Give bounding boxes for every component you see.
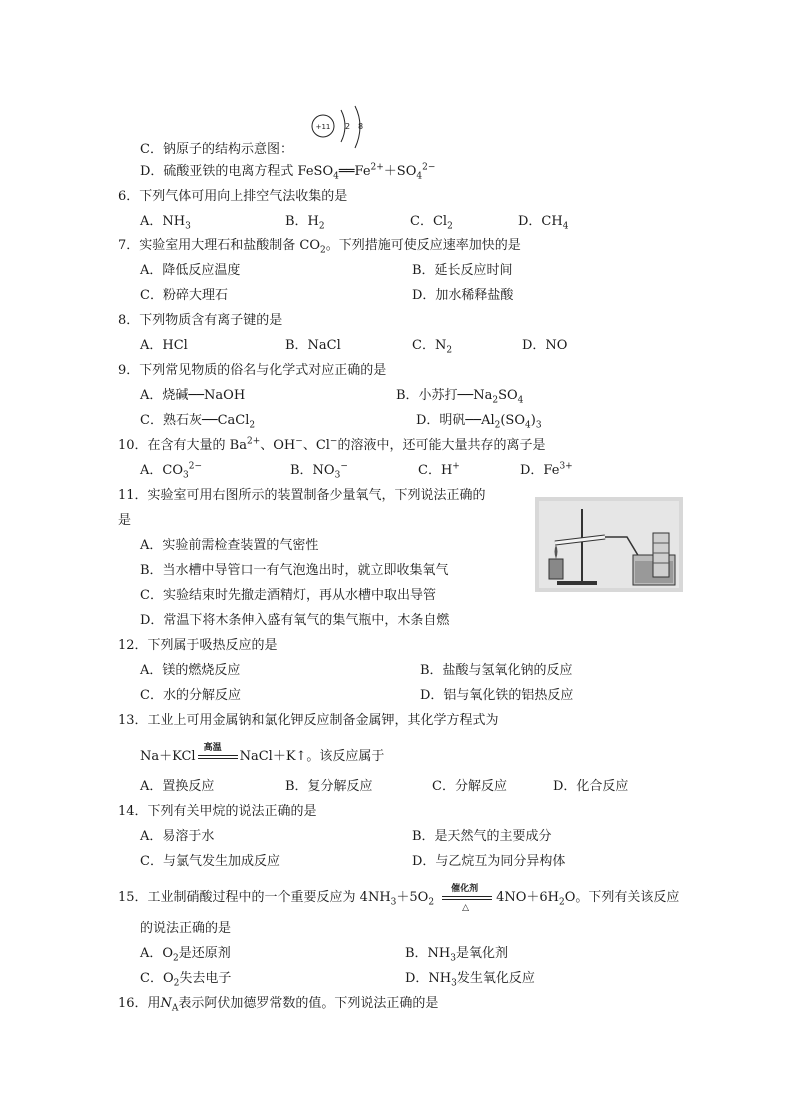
q9-option-b: B．小苏打$──Na_2SO_4$ bbox=[396, 388, 524, 406]
q11-option-d: D．常温下将木条伸入盛有氧气的集气瓶中，木条自燃 bbox=[140, 613, 450, 628]
q8-option-a: A．HCl bbox=[140, 338, 188, 353]
q11-stem-cont: 是 bbox=[118, 513, 132, 528]
q8-option-c: C．$N_2$ bbox=[412, 338, 453, 356]
q9-option-d: D．明矾$──Al_2(SO_4)_3$ bbox=[416, 413, 542, 431]
q15-option-b: B．$NH_3$是氧化剂 bbox=[405, 946, 509, 964]
q15-condition-heat: △ bbox=[462, 903, 469, 913]
q10-option-b: B．$NO_3^-$ bbox=[290, 461, 348, 481]
q14-option-b: B．是天然气的主要成分 bbox=[412, 829, 552, 844]
q9-stem: 9．下列常见物质的俗名与化学式对应正确的是 bbox=[118, 363, 387, 378]
q15-option-c: C．$O_2$失去电子 bbox=[140, 971, 232, 989]
q15-condition-arrow bbox=[440, 884, 496, 913]
q8-option-d: D．NO bbox=[522, 338, 568, 353]
atom-shell2-label: 8 bbox=[358, 122, 364, 131]
q10-option-c: C．H+ bbox=[418, 461, 460, 478]
q5-option-c: C．钠原子的结构示意图： bbox=[140, 142, 293, 157]
q13-condition-arrow bbox=[196, 743, 240, 766]
q14-option-a: A．易溶于水 bbox=[140, 829, 215, 844]
q5-option-d: D．硫酸亚铁的电离方程式 $FeSO_4══Fe^{2+}+SO_4^{2-}$ bbox=[140, 162, 436, 182]
q13-option-c: C．分解反应 bbox=[432, 779, 507, 794]
q10-option-a: A．$CO_3^{2-}$ bbox=[140, 461, 203, 481]
q13-equation: Na＋KCl 高温 NaCl＋K↑。该反应属于 bbox=[140, 748, 384, 766]
q9-option-c: C．熟石灰──CaCl$_2$ bbox=[140, 413, 256, 431]
sodium-atom-diagram bbox=[305, 104, 385, 154]
q6-option-a: A．$NH_3$ bbox=[140, 214, 191, 232]
q13-option-b: B．复分解反应 bbox=[285, 779, 373, 794]
q7-option-a: A．降低反应温度 bbox=[140, 263, 241, 278]
q11-option-c: C．实验结束时先撤走酒精灯，再从水槽中取出导管 bbox=[140, 588, 436, 603]
q15-option-d: D．$NH_3$发生氧化反应 bbox=[405, 971, 535, 989]
q6-stem: 6．下列气体可用向上排空气法收集的是 bbox=[118, 189, 348, 204]
q8-option-b: B．NaCl bbox=[285, 338, 341, 353]
q15-stem-cont: 的说法正确的是 bbox=[140, 921, 232, 936]
q8-stem: 8．下列物质含有离子键的是 bbox=[118, 313, 283, 328]
q7-option-d: D．加水稀释盐酸 bbox=[412, 288, 514, 303]
q12-option-c: C．水的分解反应 bbox=[140, 688, 241, 703]
oxygen-apparatus-figure bbox=[535, 497, 683, 592]
q11-option-b: B．当水槽中导管口一有气泡逸出时，就立即收集氧气 bbox=[140, 563, 449, 578]
q15-condition-catalyst: 催化剂 bbox=[451, 884, 479, 894]
q15-stem: 15．工业制硝酸过程中的一个重要反应为 $4NH_3+5O_2$ 催化剂 △ $4NO+6H_2O$。下列有关该反应 bbox=[118, 889, 679, 907]
q12-stem: 12．下列属于吸热反应的是 bbox=[118, 638, 278, 653]
q6-option-b: B．$H_2$ bbox=[285, 214, 325, 232]
q13-condition: 高温 bbox=[203, 743, 222, 753]
atom-nucleus-label: +11 bbox=[315, 123, 331, 131]
q16-stem: 16．用$N_A$表示阿伏加德罗常数的值。下列说法正确的是 bbox=[118, 996, 439, 1014]
q13-stem: 13．工业上可用金属钠和氯化钾反应制备金属钾，其化学方程式为 bbox=[118, 713, 499, 728]
q12-option-b: B．盐酸与氢氧化钠的反应 bbox=[420, 663, 573, 678]
q9-option-a: A．烧碱──NaOH bbox=[140, 388, 246, 403]
q12-option-d: D．铝与氧化铁的铝热反应 bbox=[420, 688, 574, 703]
q14-option-d: D．与乙烷互为同分异构体 bbox=[412, 854, 566, 869]
q7-stem: 7．实验室用大理石和盐酸制备 $CO_2$。下列措施可使反应速率加快的是 bbox=[118, 238, 521, 256]
q7-option-b: B．延长反应时间 bbox=[412, 263, 513, 278]
q13-option-d: D．化合反应 bbox=[553, 779, 629, 794]
q10-stem: 10．在含有大量的 $Ba^{2+}$、OH−、Cl−的溶液中，还可能大量共存的离子是 bbox=[118, 436, 546, 453]
q13-option-a: A．置换反应 bbox=[140, 779, 215, 794]
q11-option-a: A．实验前需检查装置的气密性 bbox=[140, 538, 319, 553]
q14-option-c: C．与氯气发生加成反应 bbox=[140, 854, 280, 869]
q7-option-c: C．粉碎大理石 bbox=[140, 288, 228, 303]
q11-stem: 11．实验室可用右图所示的装置制备少量氧气，下列说法正确的 bbox=[118, 488, 486, 503]
q12-option-a: A．镁的燃烧反应 bbox=[140, 663, 241, 678]
q14-stem: 14．下列有关甲烷的说法正确的是 bbox=[118, 804, 317, 819]
q15-option-a: A．$O_2$是还原剂 bbox=[140, 946, 231, 964]
atom-shell1-label: 2 bbox=[345, 122, 351, 131]
q10-option-d: D．$Fe^{3+}$ bbox=[520, 461, 573, 478]
q6-option-d: D．$CH_4$ bbox=[518, 214, 569, 232]
q6-option-c: C．$Cl_2$ bbox=[410, 214, 453, 232]
